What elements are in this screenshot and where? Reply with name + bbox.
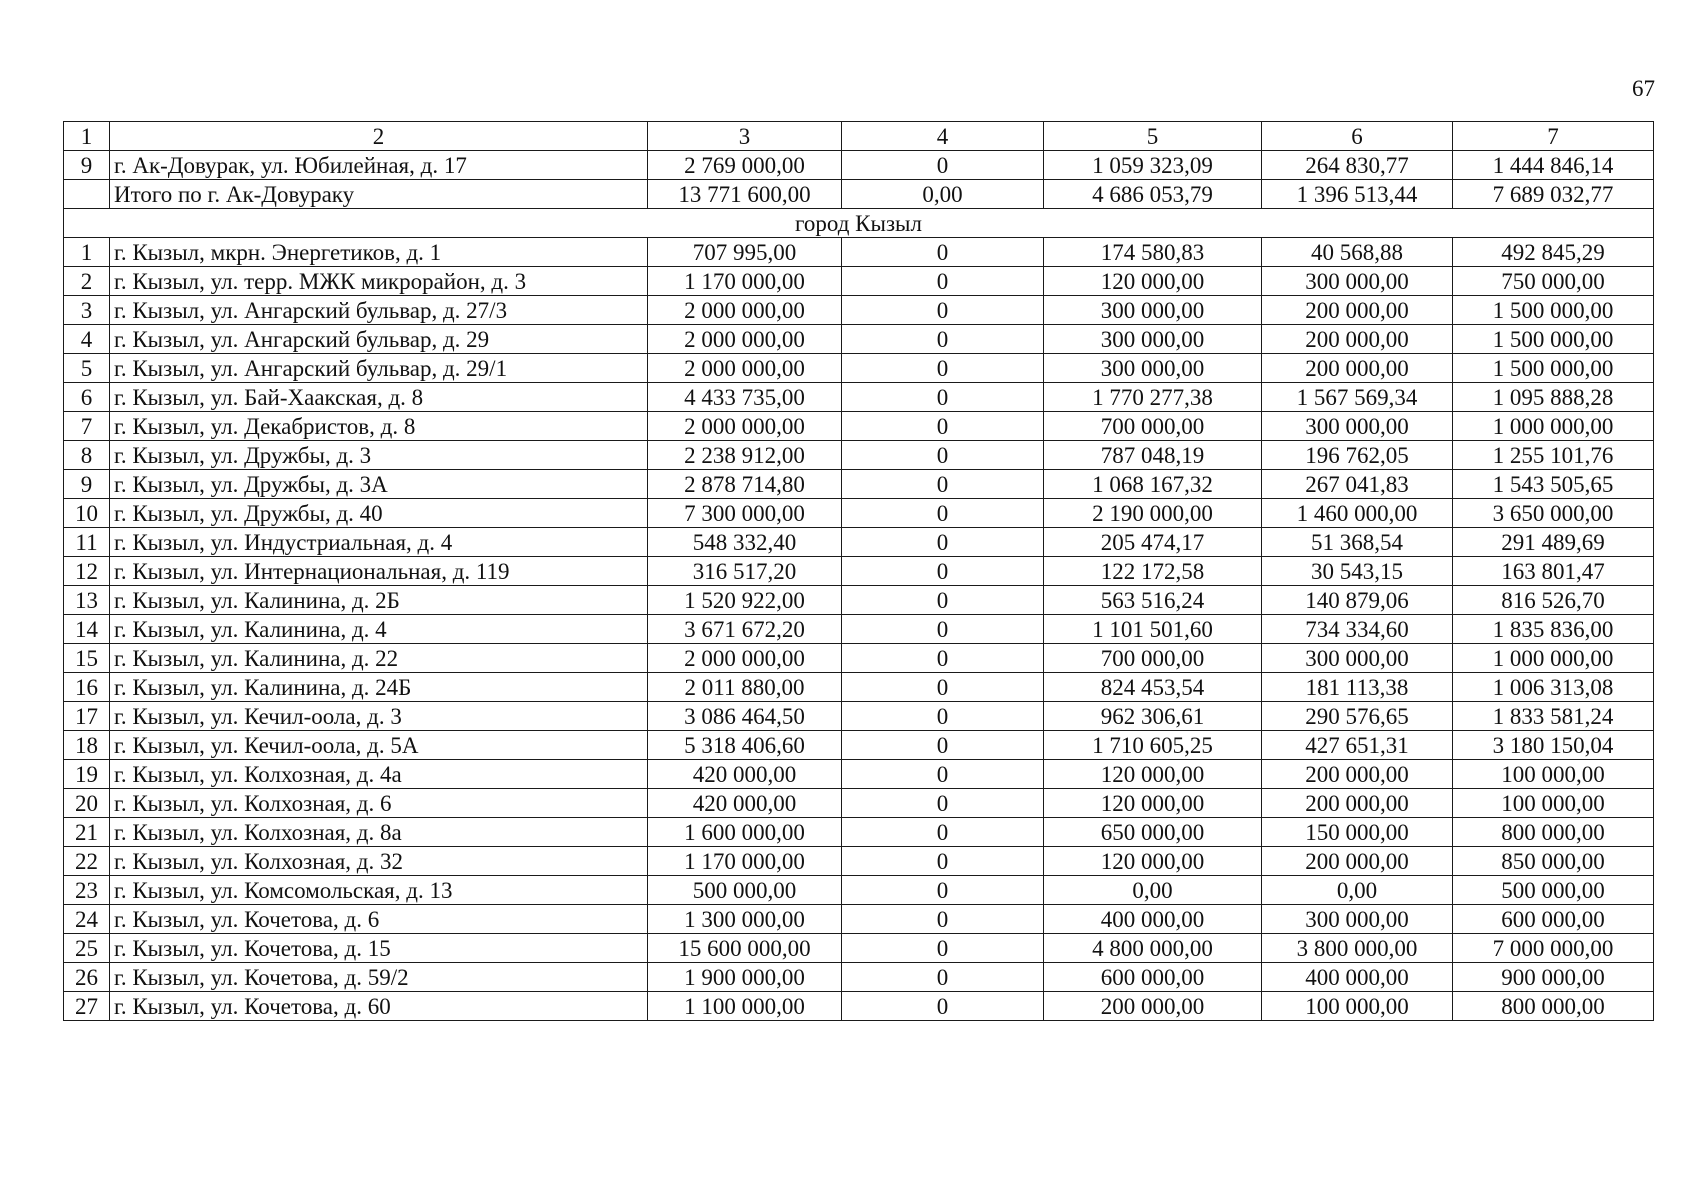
value-cell: 120 000,00 [1044, 760, 1262, 789]
address-cell: г. Кызыл, ул. Дружбы, д. 3 [110, 441, 648, 470]
value-cell: 1 500 000,00 [1453, 325, 1654, 354]
value-cell: 1 170 000,00 [648, 267, 842, 296]
value-cell: 120 000,00 [1044, 789, 1262, 818]
address-cell: г. Кызыл, ул. Колхозная, д. 32 [110, 847, 648, 876]
value-cell: 0 [842, 238, 1044, 267]
table-row [64, 673, 1654, 702]
column-number-header-row [64, 122, 1654, 151]
value-cell: 2 000 000,00 [648, 354, 842, 383]
row-number: 14 [64, 615, 110, 644]
value-cell: 1 600 000,00 [648, 818, 842, 847]
value-cell: 300 000,00 [1044, 354, 1262, 383]
address-cell: г. Кызыл, ул. Ангарский бульвар, д. 29/1 [110, 354, 648, 383]
value-cell: 600 000,00 [1044, 963, 1262, 992]
value-cell: 13 771 600,00 [648, 180, 842, 209]
value-cell: 548 332,40 [648, 528, 842, 557]
address-cell: г. Кызыл, ул. Калинина, д. 2Б [110, 586, 648, 615]
address-cell: г. Кызыл, ул. терр. МЖК микрорайон, д. 3 [110, 267, 648, 296]
value-cell: 0 [842, 876, 1044, 905]
value-cell: 2 000 000,00 [648, 296, 842, 325]
row-number: 16 [64, 673, 110, 702]
value-cell: 1 567 569,34 [1262, 383, 1453, 412]
value-cell: 1 000 000,00 [1453, 412, 1654, 441]
row-number: 15 [64, 644, 110, 673]
table-row [64, 731, 1654, 760]
value-cell: 0 [842, 818, 1044, 847]
address-cell: г. Кызыл, ул. Кочетова, д. 60 [110, 992, 648, 1021]
row-number: 19 [64, 760, 110, 789]
value-cell: 196 762,05 [1262, 441, 1453, 470]
value-cell: 400 000,00 [1044, 905, 1262, 934]
value-cell: 2 000 000,00 [648, 412, 842, 441]
row-number: 4 [64, 325, 110, 354]
address-cell: г. Кызыл, ул. Колхозная, д. 4а [110, 760, 648, 789]
table-row [64, 876, 1654, 905]
value-cell: 1 100 000,00 [648, 992, 842, 1021]
value-cell: 1 396 513,44 [1262, 180, 1453, 209]
value-cell: 0 [842, 615, 1044, 644]
value-cell: 0,00 [1044, 876, 1262, 905]
value-cell: 1 520 922,00 [648, 586, 842, 615]
table-row [64, 847, 1654, 876]
value-cell: 787 048,19 [1044, 441, 1262, 470]
section-title: город Кызыл [64, 209, 1654, 238]
value-cell: 600 000,00 [1453, 905, 1654, 934]
value-cell: 750 000,00 [1453, 267, 1654, 296]
address-cell: г. Кызыл, ул. Комсомольская, д. 13 [110, 876, 648, 905]
value-cell: 2 011 880,00 [648, 673, 842, 702]
value-cell: 1 101 501,60 [1044, 615, 1262, 644]
value-cell: 0 [842, 383, 1044, 412]
value-cell: 200 000,00 [1044, 992, 1262, 1021]
column-header: 4 [842, 122, 1044, 151]
value-cell: 0 [842, 412, 1044, 441]
row-number: 9 [64, 151, 110, 180]
table-row [64, 934, 1654, 963]
page-number: 67 [1632, 76, 1655, 101]
value-cell: 0 [842, 992, 1044, 1021]
value-cell: 1 900 000,00 [648, 963, 842, 992]
row-number: 11 [64, 528, 110, 557]
table-row [64, 586, 1654, 615]
value-cell: 1 000 000,00 [1453, 644, 1654, 673]
row-number [64, 180, 110, 209]
value-cell: 181 113,38 [1262, 673, 1453, 702]
address-cell: г. Кызыл, ул. Кечил-оола, д. 3 [110, 702, 648, 731]
value-cell: 0 [842, 354, 1044, 383]
row-number: 20 [64, 789, 110, 818]
value-cell: 1 444 846,14 [1453, 151, 1654, 180]
value-cell: 150 000,00 [1262, 818, 1453, 847]
value-cell: 700 000,00 [1044, 644, 1262, 673]
value-cell: 900 000,00 [1453, 963, 1654, 992]
value-cell: 200 000,00 [1262, 296, 1453, 325]
value-cell: 120 000,00 [1044, 267, 1262, 296]
table-row [64, 644, 1654, 673]
value-cell: 3 671 672,20 [648, 615, 842, 644]
value-cell: 3 650 000,00 [1453, 499, 1654, 528]
row-number: 27 [64, 992, 110, 1021]
value-cell: 0 [842, 586, 1044, 615]
address-cell: г. Кызыл, ул. Кочетова, д. 6 [110, 905, 648, 934]
row-number: 13 [64, 586, 110, 615]
total-label: Итого по г. Ак-Довураку [110, 180, 648, 209]
value-cell: 707 995,00 [648, 238, 842, 267]
row-number: 17 [64, 702, 110, 731]
value-cell: 1 710 605,25 [1044, 731, 1262, 760]
value-cell: 0 [842, 470, 1044, 499]
value-cell: 7 000 000,00 [1453, 934, 1654, 963]
table-row [64, 151, 1654, 180]
value-cell: 1 500 000,00 [1453, 296, 1654, 325]
value-cell: 1 059 323,09 [1044, 151, 1262, 180]
value-cell: 4 800 000,00 [1044, 934, 1262, 963]
value-cell: 2 878 714,80 [648, 470, 842, 499]
table-row [64, 789, 1654, 818]
value-cell: 824 453,54 [1044, 673, 1262, 702]
row-number: 24 [64, 905, 110, 934]
value-cell: 1 500 000,00 [1453, 354, 1654, 383]
value-cell: 2 238 912,00 [648, 441, 842, 470]
address-cell: г. Кызыл, ул. Дружбы, д. 3А [110, 470, 648, 499]
address-cell: г. Кызыл, ул. Бай-Хаакская, д. 8 [110, 383, 648, 412]
value-cell: 200 000,00 [1262, 325, 1453, 354]
column-header: 3 [648, 122, 842, 151]
table-row [64, 905, 1654, 934]
value-cell: 3 180 150,04 [1453, 731, 1654, 760]
section-row [64, 209, 1654, 238]
row-number: 22 [64, 847, 110, 876]
value-cell: 1 300 000,00 [648, 905, 842, 934]
row-number: 10 [64, 499, 110, 528]
table-body [64, 122, 1654, 1021]
value-cell: 1 006 313,08 [1453, 673, 1654, 702]
value-cell: 0 [842, 325, 1044, 354]
value-cell: 0 [842, 673, 1044, 702]
row-number: 9 [64, 470, 110, 499]
value-cell: 0 [842, 905, 1044, 934]
value-cell: 1 543 505,65 [1453, 470, 1654, 499]
value-cell: 1 095 888,28 [1453, 383, 1654, 412]
table-row [64, 615, 1654, 644]
value-cell: 734 334,60 [1262, 615, 1453, 644]
row-number: 12 [64, 557, 110, 586]
table-row [64, 412, 1654, 441]
value-cell: 300 000,00 [1262, 267, 1453, 296]
value-cell: 2 769 000,00 [648, 151, 842, 180]
address-cell: г. Кызыл, ул. Кочетова, д. 59/2 [110, 963, 648, 992]
table-row [64, 528, 1654, 557]
value-cell: 650 000,00 [1044, 818, 1262, 847]
value-cell: 3 800 000,00 [1262, 934, 1453, 963]
value-cell: 0 [842, 267, 1044, 296]
address-cell: г. Кызыл, ул. Дружбы, д. 40 [110, 499, 648, 528]
value-cell: 500 000,00 [1453, 876, 1654, 905]
value-cell: 563 516,24 [1044, 586, 1262, 615]
value-cell: 800 000,00 [1453, 992, 1654, 1021]
value-cell: 1 835 836,00 [1453, 615, 1654, 644]
value-cell: 0 [842, 760, 1044, 789]
address-cell: г. Кызыл, ул. Калинина, д. 4 [110, 615, 648, 644]
value-cell: 1 833 581,24 [1453, 702, 1654, 731]
value-cell: 0,00 [842, 180, 1044, 209]
value-cell: 2 000 000,00 [648, 325, 842, 354]
value-cell: 30 543,15 [1262, 557, 1453, 586]
row-number: 3 [64, 296, 110, 325]
value-cell: 0 [842, 557, 1044, 586]
value-cell: 2 190 000,00 [1044, 499, 1262, 528]
value-cell: 0 [842, 499, 1044, 528]
table-row [64, 992, 1654, 1021]
table-row [64, 470, 1654, 499]
value-cell: 0 [842, 731, 1044, 760]
table-row [64, 557, 1654, 586]
value-cell: 400 000,00 [1262, 963, 1453, 992]
value-cell: 0 [842, 528, 1044, 557]
value-cell: 1 460 000,00 [1262, 499, 1453, 528]
value-cell: 291 489,69 [1453, 528, 1654, 557]
value-cell: 200 000,00 [1262, 760, 1453, 789]
row-number: 6 [64, 383, 110, 412]
value-cell: 205 474,17 [1044, 528, 1262, 557]
value-cell: 40 568,88 [1262, 238, 1453, 267]
value-cell: 0 [842, 847, 1044, 876]
value-cell: 290 576,65 [1262, 702, 1453, 731]
row-number: 26 [64, 963, 110, 992]
column-header: 7 [1453, 122, 1654, 151]
value-cell: 316 517,20 [648, 557, 842, 586]
value-cell: 15 600 000,00 [648, 934, 842, 963]
value-cell: 51 368,54 [1262, 528, 1453, 557]
value-cell: 1 770 277,38 [1044, 383, 1262, 412]
value-cell: 267 041,83 [1262, 470, 1453, 499]
value-cell: 0 [842, 296, 1044, 325]
value-cell: 816 526,70 [1453, 586, 1654, 615]
value-cell: 100 000,00 [1453, 760, 1654, 789]
value-cell: 122 172,58 [1044, 557, 1262, 586]
column-header: 5 [1044, 122, 1262, 151]
value-cell: 420 000,00 [648, 760, 842, 789]
value-cell: 4 433 735,00 [648, 383, 842, 412]
value-cell: 300 000,00 [1262, 905, 1453, 934]
value-cell: 0 [842, 702, 1044, 731]
table-row [64, 238, 1654, 267]
value-cell: 500 000,00 [648, 876, 842, 905]
value-cell: 300 000,00 [1262, 644, 1453, 673]
value-cell: 0 [842, 934, 1044, 963]
row-number: 2 [64, 267, 110, 296]
value-cell: 100 000,00 [1262, 992, 1453, 1021]
row-number: 18 [64, 731, 110, 760]
address-cell: г. Кызыл, ул. Кечил-оола, д. 5А [110, 731, 648, 760]
address-cell: г. Кызыл, ул. Ангарский бульвар, д. 27/3 [110, 296, 648, 325]
value-cell: 0 [842, 151, 1044, 180]
column-header: 2 [110, 122, 648, 151]
address-cell: г. Кызыл, ул. Интернациональная, д. 119 [110, 557, 648, 586]
value-cell: 1 255 101,76 [1453, 441, 1654, 470]
address-cell: г. Кызыл, ул. Колхозная, д. 8а [110, 818, 648, 847]
table-row [64, 383, 1654, 412]
table-row [64, 441, 1654, 470]
row-number: 23 [64, 876, 110, 905]
table-row [64, 267, 1654, 296]
value-cell: 492 845,29 [1453, 238, 1654, 267]
row-number: 7 [64, 412, 110, 441]
budget-table [63, 121, 1654, 1021]
value-cell: 0 [842, 441, 1044, 470]
value-cell: 0 [842, 789, 1044, 818]
value-cell: 200 000,00 [1262, 354, 1453, 383]
row-number: 1 [64, 238, 110, 267]
address-cell: г. Кызыл, мкрн. Энергетиков, д. 1 [110, 238, 648, 267]
address-cell: г. Кызыл, ул. Индустриальная, д. 4 [110, 528, 648, 557]
value-cell: 2 000 000,00 [648, 644, 842, 673]
row-number: 21 [64, 818, 110, 847]
table-row [64, 818, 1654, 847]
value-cell: 140 879,06 [1262, 586, 1453, 615]
value-cell: 4 686 053,79 [1044, 180, 1262, 209]
value-cell: 3 086 464,50 [648, 702, 842, 731]
value-cell: 264 830,77 [1262, 151, 1453, 180]
value-cell: 1 170 000,00 [648, 847, 842, 876]
total-row [64, 180, 1654, 209]
address-cell: г. Кызыл, ул. Кочетова, д. 15 [110, 934, 648, 963]
value-cell: 0 [842, 963, 1044, 992]
column-header: 6 [1262, 122, 1453, 151]
value-cell: 800 000,00 [1453, 818, 1654, 847]
address-cell: г. Кызыл, ул. Калинина, д. 24Б [110, 673, 648, 702]
value-cell: 7 300 000,00 [648, 499, 842, 528]
table-row [64, 760, 1654, 789]
value-cell: 850 000,00 [1453, 847, 1654, 876]
value-cell: 200 000,00 [1262, 847, 1453, 876]
value-cell: 5 318 406,60 [648, 731, 842, 760]
row-number: 8 [64, 441, 110, 470]
row-number: 5 [64, 354, 110, 383]
table-row [64, 296, 1654, 325]
value-cell: 700 000,00 [1044, 412, 1262, 441]
table-row [64, 325, 1654, 354]
address-cell: г. Кызыл, ул. Калинина, д. 22 [110, 644, 648, 673]
table-row [64, 499, 1654, 528]
value-cell: 420 000,00 [648, 789, 842, 818]
value-cell: 200 000,00 [1262, 789, 1453, 818]
address-cell: г. Кызыл, ул. Ангарский бульвар, д. 29 [110, 325, 648, 354]
address-cell: г. Кызыл, ул. Декабристов, д. 8 [110, 412, 648, 441]
table-row [64, 963, 1654, 992]
value-cell: 7 689 032,77 [1453, 180, 1654, 209]
value-cell: 962 306,61 [1044, 702, 1262, 731]
value-cell: 174 580,83 [1044, 238, 1262, 267]
value-cell: 427 651,31 [1262, 731, 1453, 760]
value-cell: 163 801,47 [1453, 557, 1654, 586]
value-cell: 100 000,00 [1453, 789, 1654, 818]
value-cell: 0 [842, 644, 1044, 673]
value-cell: 300 000,00 [1044, 296, 1262, 325]
table-row [64, 702, 1654, 731]
value-cell: 1 068 167,32 [1044, 470, 1262, 499]
row-number: 25 [64, 934, 110, 963]
value-cell: 300 000,00 [1044, 325, 1262, 354]
column-header: 1 [64, 122, 110, 151]
table-row [64, 354, 1654, 383]
address-cell: г. Ак-Довурак, ул. Юбилейная, д. 17 [110, 151, 648, 180]
value-cell: 120 000,00 [1044, 847, 1262, 876]
value-cell: 300 000,00 [1262, 412, 1453, 441]
value-cell: 0,00 [1262, 876, 1453, 905]
address-cell: г. Кызыл, ул. Колхозная, д. 6 [110, 789, 648, 818]
